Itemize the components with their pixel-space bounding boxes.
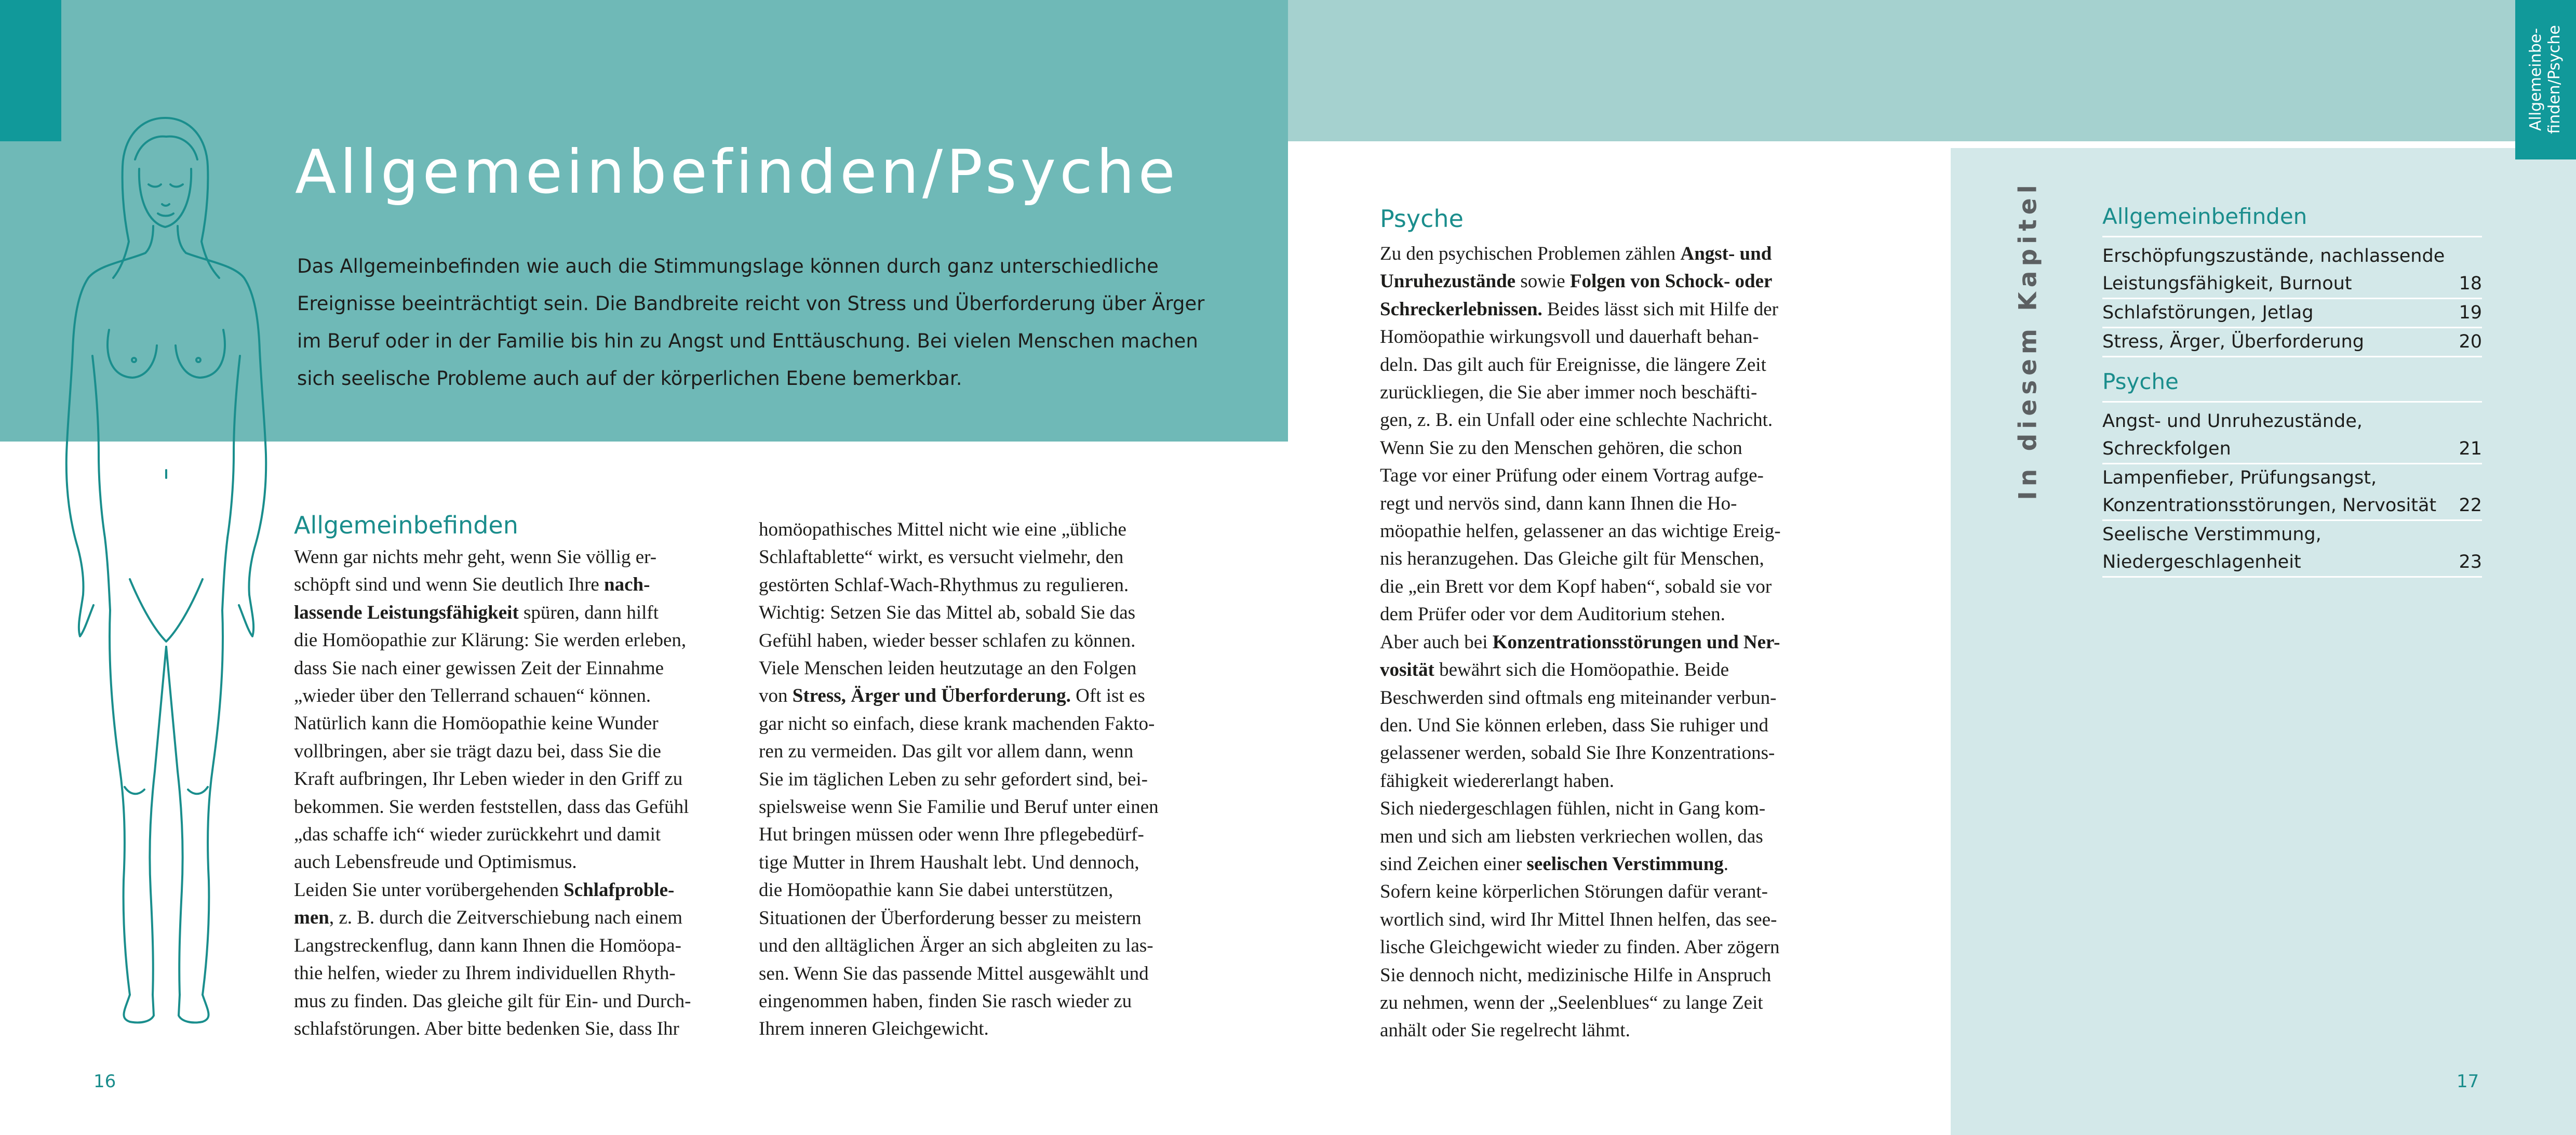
- intro-line: sich seelische Probleme auch auf der körperlichen Ebene bemerkbar.: [297, 367, 962, 390]
- body-line: zurückliegen, die Sie aber immer noch beschäfti-: [1380, 382, 1757, 404]
- body-line: Schreckerlebnissen. Beides lässt sich mit Hilfe der: [1380, 298, 1778, 320]
- body-line: Leiden Sie unter vorübergehenden Schlafproble-: [294, 879, 675, 901]
- body-line: Wenn gar nichts mehr geht, wenn Sie völlig er-: [294, 546, 657, 568]
- body-line: nis heranzugehen. Das Gleiche gilt für Menschen,: [1380, 548, 1764, 570]
- body-line: Viele Menschen leiden heutzutage an den Folgen: [759, 658, 1137, 679]
- body-line: ren zu vermeiden. Das gilt vor allem dann, wenn: [759, 741, 1134, 763]
- intro-line: Ereignisse beeinträchtigt sein. Die Bandbreite reicht von Stress und Überforderung über Ärger: [297, 292, 1205, 315]
- body-line: Hut bringen müssen oder wenn Ihre pflegebedürf-: [759, 824, 1144, 846]
- body-line: thie helfen, wieder zu Ihrem individuellen Rhyth-: [294, 963, 676, 984]
- body-line: dass Sie nach einer gewissen Zeit der Einnahme: [294, 657, 664, 679]
- body-line: Natürlich kann die Homöopathie keine Wunder: [294, 713, 659, 735]
- body-line: Ihrem inneren Gleichgewicht.: [759, 1018, 989, 1040]
- body-line: gar nicht so einfach, diese krank machenden Fakto-: [759, 713, 1155, 735]
- body-line: eingenommen haben, finden Sie rasch wieder zu: [759, 990, 1132, 1012]
- body-line: Wichtig: Setzen Sie das Mittel ab, sobald Sie das: [759, 602, 1136, 624]
- body-line: bekommen. Sie werden feststellen, dass das Gefühl: [294, 796, 689, 818]
- body-line: den. Und Sie können erleben, dass Sie ruhiger und: [1380, 714, 1769, 736]
- body-line: Gefühl haben, wieder besser schlafen zu können.: [759, 630, 1136, 651]
- body-line: homöopathisches Mittel nicht wie eine „übliche: [759, 519, 1126, 540]
- toc-entry-line: Erschöpfungszustände, nachlassende: [2102, 246, 2445, 266]
- body-line: Homöopathie wirkungsvoll und dauerhaft behan-: [1380, 326, 1759, 348]
- body-line: Sie im täglichen Leben zu sehr gefordert sind, bei-: [759, 768, 1148, 790]
- body-line: men, z. B. durch die Zeitverschiebung nach einem: [294, 907, 682, 929]
- thumb-tab-label: [2527, 25, 2564, 133]
- toc-entry[interactable]: [2102, 521, 2482, 578]
- toc-entry-line: Lampenfieber, Prüfungsangst,: [2102, 468, 2377, 488]
- body-line: vosität bewährt sich die Homöopathie. Beide: [1380, 659, 1729, 681]
- body-line: Langstreckenflug, dann kann Ihnen die Homöopa-: [294, 934, 681, 956]
- toc-entry-line: Stress, Ärger, Überforderung: [2102, 331, 2364, 352]
- body-column-1: [294, 543, 691, 1043]
- body-line: Sofern keine körperlichen Störungen dafür verant-: [1380, 881, 1768, 903]
- body-line: gen, z. B. ein Unfall oder eine schlechte Nachricht.: [1380, 409, 1773, 431]
- body-line: Aber auch bei Konzentrationsstörungen und Ner-: [1380, 631, 1780, 653]
- section-heading-allgemeinbefinden: Allgemeinbefinden: [294, 511, 518, 539]
- body-line: Unruhezustände sowie Folgen von Schock- oder: [1380, 271, 1773, 292]
- body-line: mus zu finden. Das gleiche gilt für Ein- und Durch-: [294, 990, 691, 1012]
- toc-entry-line: Schreckfolgen: [2102, 438, 2231, 459]
- body-line: wortlich sind, wird Ihr Mittel Ihnen helfen, das see-: [1380, 909, 1777, 930]
- toc-heading-psyche: Psyche: [2102, 369, 2482, 403]
- body-line: vollbringen, aber sie trägt dazu bei, dass Sie die: [294, 740, 661, 762]
- toc-entry-line: Schlafstörungen, Jetlag: [2102, 302, 2314, 323]
- body-line: auch Lebensfreude und Optimismus.: [294, 851, 577, 873]
- body-line: gelassener werden, sobald Sie Ihre Konzentrations-: [1380, 742, 1775, 764]
- thumb-tab[interactable]: [2515, 0, 2576, 159]
- body-line: anhält oder Sie regelrecht lähmt.: [1380, 1020, 1630, 1041]
- toc-entry-line: Seelische Verstimmung,: [2102, 524, 2322, 545]
- toc-entry-line: Angst- und Unruhezustände,: [2102, 411, 2363, 432]
- body-line: Sich niedergeschlagen fühlen, nicht in Gang kom-: [1380, 798, 1766, 820]
- page-number-left: 16: [93, 1071, 116, 1092]
- body-line: gestörten Schlaf-Wach-Rhythmus zu regulieren.: [759, 574, 1129, 596]
- body-line: Situationen der Überforderung besser zu meistern: [759, 907, 1142, 929]
- body-line: „wieder über den Tellerrand schauen“ können.: [294, 685, 651, 707]
- toc-entry[interactable]: [2102, 299, 2482, 328]
- body-line: schöpft sind und wenn Sie deutlich Ihre nach-: [294, 574, 650, 596]
- toc-page-number: 21: [2459, 438, 2482, 459]
- toc-entry-line: Leistungsfähigkeit, Burnout: [2102, 273, 2352, 294]
- toc-entry-line: Konzentrationsstörungen, Nervosität: [2102, 495, 2437, 516]
- chapter-title: Allgemeinbefinden/Psyche: [295, 137, 1179, 207]
- toc-page-number: 23: [2459, 552, 2482, 572]
- sidebar-toc: [2102, 202, 2482, 576]
- body-line: Schlaftablette“ wirkt, es versucht vielmehr, den: [759, 546, 1124, 568]
- section-heading-psyche: Psyche: [1380, 205, 1464, 233]
- body-line: und den alltäglichen Ärger an sich abgleiten zu las-: [759, 935, 1153, 957]
- body-line: die Homöopathie kann Sie dabei unterstützen,: [759, 879, 1113, 901]
- toc-entry[interactable]: [2102, 328, 2482, 357]
- body-line: Beschwerden sind oftmals eng miteinander verbun-: [1380, 687, 1777, 709]
- body-line: lische Gleichgewicht wieder zu finden. Aber zögern: [1380, 937, 1780, 958]
- body-line: schlafstörungen. Aber bitte bedenken Sie, dass Ihr: [294, 1018, 679, 1039]
- sidebar-vertical-label: In diesem Kapitel: [2014, 180, 2043, 500]
- body-line: „das schaffe ich“ wieder zurückkehrt und damit: [294, 824, 661, 846]
- thumb-tab-line: Allgemeinbe-: [2527, 28, 2545, 131]
- body-line: spielsweise wenn Sie Familie und Beruf unter einen: [759, 796, 1159, 818]
- body-line: Tage vor einer Prüfung oder einem Vortrag aufge-: [1380, 465, 1764, 487]
- body-line: lassende Leistungsfähigkeit spüren, dann hilft: [294, 602, 659, 623]
- body-line: fähigkeit wiedererlangt haben.: [1380, 770, 1614, 792]
- body-column-2: [759, 516, 1159, 1043]
- body-line: zu nehmen, wenn der „Seelenblues“ zu lange Zeit: [1380, 992, 1763, 1013]
- body-line: die Homöopathie zur Klärung: Sie werden erleben,: [294, 630, 687, 651]
- toc-heading-allgemeinbefinden: Allgemeinbefinden: [2102, 204, 2482, 237]
- toc-page-number: 22: [2459, 495, 2482, 516]
- body-line: von Stress, Ärger und Überforderung. Oft ist es: [759, 685, 1145, 707]
- intro-line: Das Allgemeinbefinden wie auch die Stimmungslage können durch ganz unterschiedliche: [297, 255, 1159, 277]
- body-line: sen. Wenn Sie das passende Mittel ausgewählt und: [759, 963, 1149, 984]
- right-header-band: [1288, 0, 2576, 141]
- body-line: deln. Das gilt auch für Ereignisse, die längere Zeit: [1380, 354, 1766, 376]
- body-line: Kraft aufbringen, Ihr Leben wieder in den Griff zu: [294, 768, 683, 790]
- chapter-intro: [297, 248, 1204, 397]
- intro-line: im Beruf oder in der Familie bis hin zu Angst und Enttäuschung. Bei vielen Menschen machen: [297, 330, 1198, 352]
- body-line: die „ein Brett vor dem Kopf haben“, sobald sie vor: [1380, 576, 1772, 597]
- toc-entry[interactable]: [2102, 464, 2482, 521]
- body-line: tige Mutter in Ihrem Haushalt lebt. Und dennoch,: [759, 851, 1139, 873]
- toc-page-number: 18: [2459, 273, 2482, 294]
- thumb-tab-line: finden/Psyche: [2545, 25, 2564, 134]
- toc-page-number: 20: [2459, 331, 2482, 352]
- page-number-right: 17: [2457, 1071, 2479, 1092]
- body-figure-illustration: [47, 112, 291, 1036]
- toc-entry[interactable]: [2102, 408, 2482, 464]
- body-line: Zu den psychischen Problemen zählen Angst- und: [1380, 243, 1772, 264]
- toc-entry-line: Niedergeschlagenheit: [2102, 552, 2301, 572]
- body-column-3: [1380, 240, 1781, 1045]
- body-line: regt und nervös sind, dann kann Ihnen die Ho-: [1380, 492, 1737, 514]
- body-line: dem Prüfer oder vor dem Auditorium stehen.: [1380, 604, 1725, 625]
- toc-entry[interactable]: [2102, 243, 2482, 299]
- body-line: möopathie helfen, gelassener an das wichtige Ereig-: [1380, 520, 1781, 542]
- body-line: Sie dennoch nicht, medizinische Hilfe in Anspruch: [1380, 964, 1772, 986]
- body-line: men und sich am liebsten verkriechen wollen, das: [1380, 825, 1763, 847]
- body-line: sind Zeichen einer seelischen Verstimmung.: [1380, 853, 1729, 875]
- toc-page-number: 19: [2459, 302, 2482, 323]
- body-line: Wenn Sie zu den Menschen gehören, die schon: [1380, 437, 1742, 459]
